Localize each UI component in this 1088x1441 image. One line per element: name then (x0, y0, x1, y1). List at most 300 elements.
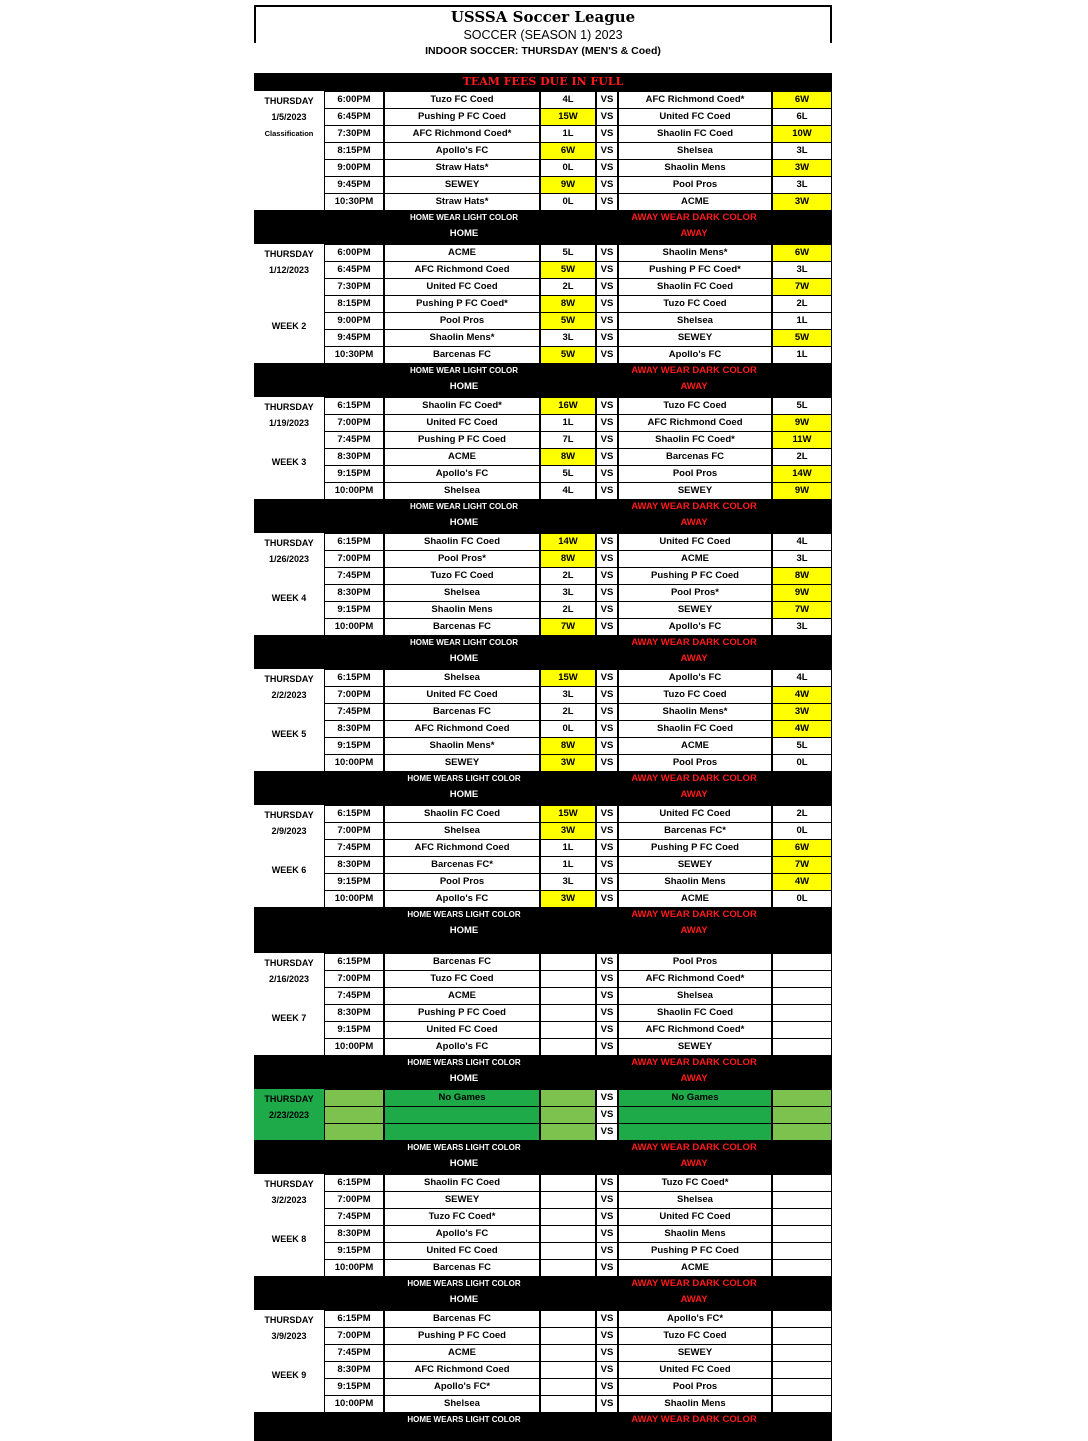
away-score (772, 953, 832, 971)
week-label: WEEK 3 (271, 457, 307, 467)
home-team: Tuzo FC Coed (384, 91, 540, 109)
game-row (324, 244, 832, 261)
game-row (324, 584, 832, 601)
home-score: 5W (540, 261, 596, 279)
away-wear-note: AWAY WEAR DARK COLOR (631, 909, 757, 920)
week-date: 1/5/2023 (271, 112, 307, 122)
away-team: Shaolin FC Coed (618, 125, 772, 143)
header-border-top (254, 5, 832, 7)
versus-label: VS (596, 1259, 618, 1277)
home-wear-note: HOME WEARS LIGHT COLOR (407, 1143, 521, 1152)
away-header: AWAY (680, 925, 708, 936)
game-row (324, 601, 832, 618)
home-team: Pushing P FC Coed (384, 1004, 540, 1022)
game-time: 7:30PM (324, 278, 384, 296)
away-score: 6W (772, 244, 832, 262)
away-team: Shelsea (618, 312, 772, 330)
home-team: Shaolin FC Coed* (384, 397, 540, 415)
game-row (324, 1225, 832, 1242)
away-score (772, 1021, 832, 1039)
game-row (324, 720, 832, 737)
document-header (254, 5, 832, 73)
week-day: THURSDAY (264, 674, 314, 684)
away-header: AWAY (680, 1158, 708, 1169)
away-score: 6W (772, 839, 832, 857)
game-row (324, 1242, 832, 1259)
away-score: 3L (772, 550, 832, 568)
home-team: Shelsea (384, 482, 540, 500)
game-row (324, 686, 832, 703)
game-time: 10:00PM (324, 1395, 384, 1413)
game-time: 6:00PM (324, 91, 384, 109)
game-row (324, 193, 832, 210)
game-row (324, 1208, 832, 1225)
home-score: 8W (540, 295, 596, 313)
game-time: 10:00PM (324, 1259, 384, 1277)
game-time: 7:00PM (324, 1327, 384, 1345)
home-team: Pushing P FC Coed (384, 431, 540, 449)
versus-label: VS (596, 1361, 618, 1379)
versus-label: VS (596, 805, 618, 823)
game-row (324, 754, 832, 771)
game-time: 6:15PM (324, 953, 384, 971)
home-team: No Games (384, 1089, 540, 1107)
versus-label: VS (596, 312, 618, 330)
home-team (384, 1123, 540, 1141)
game-row (324, 822, 832, 839)
versus-label: VS (596, 1378, 618, 1396)
week-label (254, 533, 324, 635)
versus-label: VS (596, 1004, 618, 1022)
jersey-color-bar (254, 635, 832, 669)
home-team: Pool Pros (384, 873, 540, 891)
week-block (254, 397, 832, 499)
away-score (772, 987, 832, 1005)
game-time: 9:15PM (324, 465, 384, 483)
away-header: AWAY (680, 228, 708, 239)
away-score (772, 1123, 832, 1141)
home-score (540, 1344, 596, 1362)
versus-label: VS (596, 970, 618, 988)
game-time: 9:15PM (324, 737, 384, 755)
week-label (254, 397, 324, 499)
game-time: 8:30PM (324, 856, 384, 874)
versus-label: VS (596, 550, 618, 568)
home-score: 7W (540, 618, 596, 636)
week-day: THURSDAY (264, 402, 314, 412)
home-team: Pushing P FC Coed (384, 108, 540, 126)
home-score (540, 1361, 596, 1379)
game-row (324, 1344, 832, 1361)
away-team: Barcenas FC (618, 448, 772, 466)
home-score: 3L (540, 584, 596, 602)
game-time: 7:00PM (324, 686, 384, 704)
game-row (324, 414, 832, 431)
versus-label: VS (596, 1208, 618, 1226)
home-score: 0L (540, 193, 596, 211)
game-row (324, 618, 832, 635)
division-subtitle: INDOOR SOCCER: THURSDAY (MEN'S & Coed) (425, 45, 661, 57)
home-score: 3L (540, 329, 596, 347)
game-time: 6:15PM (324, 1174, 384, 1192)
home-score: 1L (540, 839, 596, 857)
versus-label: VS (596, 108, 618, 126)
game-row (324, 312, 832, 329)
week-label: WEEK 6 (271, 865, 307, 875)
away-team: Tuzo FC Coed (618, 686, 772, 704)
game-row (324, 1123, 832, 1140)
week-day: THURSDAY (264, 249, 314, 259)
week-label: WEEK 8 (271, 1234, 307, 1244)
away-team: AFC Richmond Coed (618, 414, 772, 432)
jersey-color-bar (254, 1140, 832, 1174)
versus-label: VS (596, 1106, 618, 1124)
versus-label: VS (596, 686, 618, 704)
game-time: 6:45PM (324, 108, 384, 126)
home-wear-note: HOME WEAR LIGHT COLOR (410, 213, 518, 222)
away-team: Shaolin Mens (618, 873, 772, 891)
versus-label: VS (596, 1344, 618, 1362)
game-row (324, 1378, 832, 1395)
game-row (324, 159, 832, 176)
home-score: 3W (540, 890, 596, 908)
home-header: HOME (449, 1294, 479, 1305)
game-row (324, 737, 832, 754)
week-label (254, 1310, 324, 1412)
game-row (324, 1106, 832, 1123)
schedule-document (254, 5, 832, 1425)
away-team: SEWEY (618, 601, 772, 619)
game-time: 8:15PM (324, 142, 384, 160)
versus-label: VS (596, 1225, 618, 1243)
away-score (772, 1038, 832, 1056)
away-score: 1L (772, 346, 832, 364)
game-row (324, 703, 832, 720)
away-team: SEWEY (618, 482, 772, 500)
versus-label: VS (596, 176, 618, 194)
versus-label: VS (596, 1242, 618, 1260)
game-time: 10:00PM (324, 890, 384, 908)
game-time: 7:00PM (324, 414, 384, 432)
versus-label: VS (596, 533, 618, 551)
home-score (540, 987, 596, 1005)
home-team: Shelsea (384, 1395, 540, 1413)
away-score: 6W (772, 91, 832, 109)
game-time: 7:45PM (324, 431, 384, 449)
away-team: Tuzo FC Coed (618, 295, 772, 313)
game-time: 8:30PM (324, 1004, 384, 1022)
versus-label: VS (596, 1174, 618, 1192)
game-row (324, 261, 832, 278)
home-header: HOME (449, 517, 479, 528)
week-block (254, 669, 832, 771)
game-time: 10:00PM (324, 754, 384, 772)
game-time: 6:15PM (324, 397, 384, 415)
home-team: Apollo's FC* (384, 1378, 540, 1396)
home-score: 5L (540, 244, 596, 262)
week-block (254, 91, 832, 210)
home-team: Tuzo FC Coed (384, 567, 540, 585)
versus-label: VS (596, 1123, 618, 1141)
game-row (324, 431, 832, 448)
game-time: 8:30PM (324, 584, 384, 602)
game-row (324, 1395, 832, 1412)
away-team: Apollo's FC (618, 346, 772, 364)
away-score: 2L (772, 448, 832, 466)
home-header: HOME (449, 925, 479, 936)
home-team: SEWEY (384, 754, 540, 772)
home-score: 5W (540, 312, 596, 330)
game-time: 7:45PM (324, 567, 384, 585)
away-team: Shaolin Mens* (618, 244, 772, 262)
home-team: Pool Pros (384, 312, 540, 330)
home-team: Barcenas FC (384, 953, 540, 971)
home-team: AFC Richmond Coed (384, 720, 540, 738)
game-row (324, 1361, 832, 1378)
game-row (324, 295, 832, 312)
away-team: Shelsea (618, 1191, 772, 1209)
away-score: 3L (772, 142, 832, 160)
away-team: Shaolin Mens* (618, 703, 772, 721)
home-score: 5L (540, 465, 596, 483)
away-score: 1L (772, 312, 832, 330)
away-team: AFC Richmond Coed* (618, 91, 772, 109)
game-row (324, 1191, 832, 1208)
game-time: 8:30PM (324, 1225, 384, 1243)
game-row (324, 448, 832, 465)
versus-label: VS (596, 142, 618, 160)
game-row (324, 108, 832, 125)
week-date: 1/26/2023 (268, 554, 310, 564)
home-wear-note: HOME WEARS LIGHT COLOR (407, 1415, 521, 1424)
home-score: 16W (540, 397, 596, 415)
away-score (772, 1361, 832, 1379)
home-score: 2L (540, 601, 596, 619)
versus-label: VS (596, 431, 618, 449)
game-time: 9:45PM (324, 329, 384, 347)
game-row (324, 890, 832, 907)
away-team: Pool Pros* (618, 584, 772, 602)
away-team: No Games (618, 1089, 772, 1107)
versus-label: VS (596, 1021, 618, 1039)
away-score: 4W (772, 720, 832, 738)
away-score: 2L (772, 805, 832, 823)
home-header: HOME (449, 789, 479, 800)
away-team: Shaolin Mens (618, 1395, 772, 1413)
game-time: 6:45PM (324, 261, 384, 279)
away-score (772, 1208, 832, 1226)
away-team: ACME (618, 737, 772, 755)
away-team: United FC Coed (618, 805, 772, 823)
home-score (540, 953, 596, 971)
home-score (540, 1038, 596, 1056)
home-team: United FC Coed (384, 414, 540, 432)
home-team: AFC Richmond Coed (384, 839, 540, 857)
week-label (254, 805, 324, 907)
versus-label: VS (596, 601, 618, 619)
away-score (772, 1004, 832, 1022)
home-score (540, 1089, 596, 1107)
game-row (324, 1327, 832, 1344)
home-score: 1L (540, 856, 596, 874)
home-score: 9W (540, 176, 596, 194)
away-score: 8W (772, 567, 832, 585)
home-score: 8W (540, 448, 596, 466)
away-team: Shelsea (618, 142, 772, 160)
week-date: 2/16/2023 (268, 974, 310, 984)
home-team: United FC Coed (384, 686, 540, 704)
away-team: United FC Coed (618, 1208, 772, 1226)
away-score: 9W (772, 482, 832, 500)
home-score: 2L (540, 703, 596, 721)
game-time: 7:45PM (324, 703, 384, 721)
game-time: 7:45PM (324, 1344, 384, 1362)
away-score: 14W (772, 465, 832, 483)
away-team: United FC Coed (618, 1361, 772, 1379)
away-team: Apollo's FC* (618, 1310, 772, 1328)
home-team: Tuzo FC Coed (384, 970, 540, 988)
home-score: 15W (540, 669, 596, 687)
away-team: Apollo's FC (618, 618, 772, 636)
week-date: 3/2/2023 (271, 1195, 307, 1205)
game-time: 8:30PM (324, 1361, 384, 1379)
versus-label: VS (596, 567, 618, 585)
home-wear-note: HOME WEARS LIGHT COLOR (407, 910, 521, 919)
season-subtitle: SOCCER (SEASON 1) 2023 (463, 28, 623, 42)
week-label: WEEK 4 (271, 593, 307, 603)
away-header: AWAY (680, 517, 708, 528)
home-team: Apollo's FC (384, 465, 540, 483)
game-time (324, 1123, 384, 1141)
away-wear-note: AWAY WEAR DARK COLOR (631, 365, 757, 376)
versus-label: VS (596, 1310, 618, 1328)
away-team: Pool Pros (618, 754, 772, 772)
jersey-color-bar (254, 771, 832, 805)
game-row (324, 856, 832, 873)
versus-label: VS (596, 346, 618, 364)
home-score: 15W (540, 108, 596, 126)
home-score: 3W (540, 822, 596, 840)
home-team: Pool Pros* (384, 550, 540, 568)
away-team: Shelsea (618, 987, 772, 1005)
home-team: ACME (384, 987, 540, 1005)
home-team: Barcenas FC* (384, 856, 540, 874)
game-row (324, 1089, 832, 1106)
versus-label: VS (596, 1191, 618, 1209)
away-team: SEWEY (618, 856, 772, 874)
versus-label: VS (596, 1327, 618, 1345)
home-team: Shaolin FC Coed (384, 1174, 540, 1192)
away-score: 4W (772, 873, 832, 891)
away-score (772, 1310, 832, 1328)
away-score (772, 1378, 832, 1396)
jersey-color-bar (254, 210, 832, 244)
week-day: THURSDAY (264, 1094, 314, 1104)
home-team: Straw Hats* (384, 159, 540, 177)
home-team: Barcenas FC (384, 1259, 540, 1277)
home-score (540, 1378, 596, 1396)
versus-label: VS (596, 193, 618, 211)
away-team: Pool Pros (618, 1378, 772, 1396)
away-team: Apollo's FC (618, 669, 772, 687)
versus-label: VS (596, 295, 618, 313)
versus-label: VS (596, 329, 618, 347)
home-score (540, 1208, 596, 1226)
game-row (324, 1259, 832, 1276)
home-wear-note: HOME WEAR LIGHT COLOR (410, 638, 518, 647)
game-row (324, 125, 832, 142)
versus-label: VS (596, 278, 618, 296)
versus-label: VS (596, 822, 618, 840)
home-team: United FC Coed (384, 1242, 540, 1260)
game-row (324, 1310, 832, 1327)
game-time: 7:00PM (324, 822, 384, 840)
game-time: 7:45PM (324, 1208, 384, 1226)
away-team: Shaolin FC Coed (618, 278, 772, 296)
home-score: 8W (540, 737, 596, 755)
versus-label: VS (596, 953, 618, 971)
home-score (540, 1225, 596, 1243)
away-score: 4L (772, 533, 832, 551)
away-wear-note: AWAY WEAR DARK COLOR (631, 1142, 757, 1153)
game-row (324, 1038, 832, 1055)
away-wear-note: AWAY WEAR DARK COLOR (631, 1057, 757, 1068)
away-score: 3L (772, 261, 832, 279)
game-time: 6:15PM (324, 805, 384, 823)
home-team: Apollo's FC (384, 1038, 540, 1056)
game-row (324, 533, 832, 550)
home-team: ACME (384, 448, 540, 466)
week-label: WEEK 2 (271, 321, 307, 331)
home-team: Pushing P FC Coed (384, 1327, 540, 1345)
home-team: Straw Hats* (384, 193, 540, 211)
game-row (324, 397, 832, 414)
home-score: 14W (540, 533, 596, 551)
game-time (324, 1106, 384, 1124)
away-team: SEWEY (618, 1038, 772, 1056)
away-score (772, 1344, 832, 1362)
game-time: 7:30PM (324, 125, 384, 143)
home-score: 6W (540, 142, 596, 160)
home-score: 5W (540, 346, 596, 364)
game-time: 10:00PM (324, 1038, 384, 1056)
away-team: ACME (618, 1259, 772, 1277)
game-time: 10:30PM (324, 346, 384, 364)
game-time: 10:00PM (324, 618, 384, 636)
game-row (324, 1004, 832, 1021)
game-time: 7:45PM (324, 987, 384, 1005)
week-label (254, 953, 324, 1055)
versus-label: VS (596, 261, 618, 279)
game-row (324, 142, 832, 159)
game-time: 6:15PM (324, 669, 384, 687)
game-time: 6:15PM (324, 1310, 384, 1328)
home-team: ACME (384, 1344, 540, 1362)
away-score: 2L (772, 295, 832, 313)
away-score: 10W (772, 125, 832, 143)
away-team: Pushing P FC Coed (618, 1242, 772, 1260)
versus-label: VS (596, 890, 618, 908)
versus-label: VS (596, 91, 618, 109)
game-time: 9:15PM (324, 1021, 384, 1039)
away-team: ACME (618, 890, 772, 908)
home-score (540, 1310, 596, 1328)
game-time: 7:00PM (324, 1191, 384, 1209)
away-score: 9W (772, 584, 832, 602)
away-score: 6L (772, 108, 832, 126)
away-header: AWAY (680, 381, 708, 392)
week-day: THURSDAY (264, 1179, 314, 1189)
